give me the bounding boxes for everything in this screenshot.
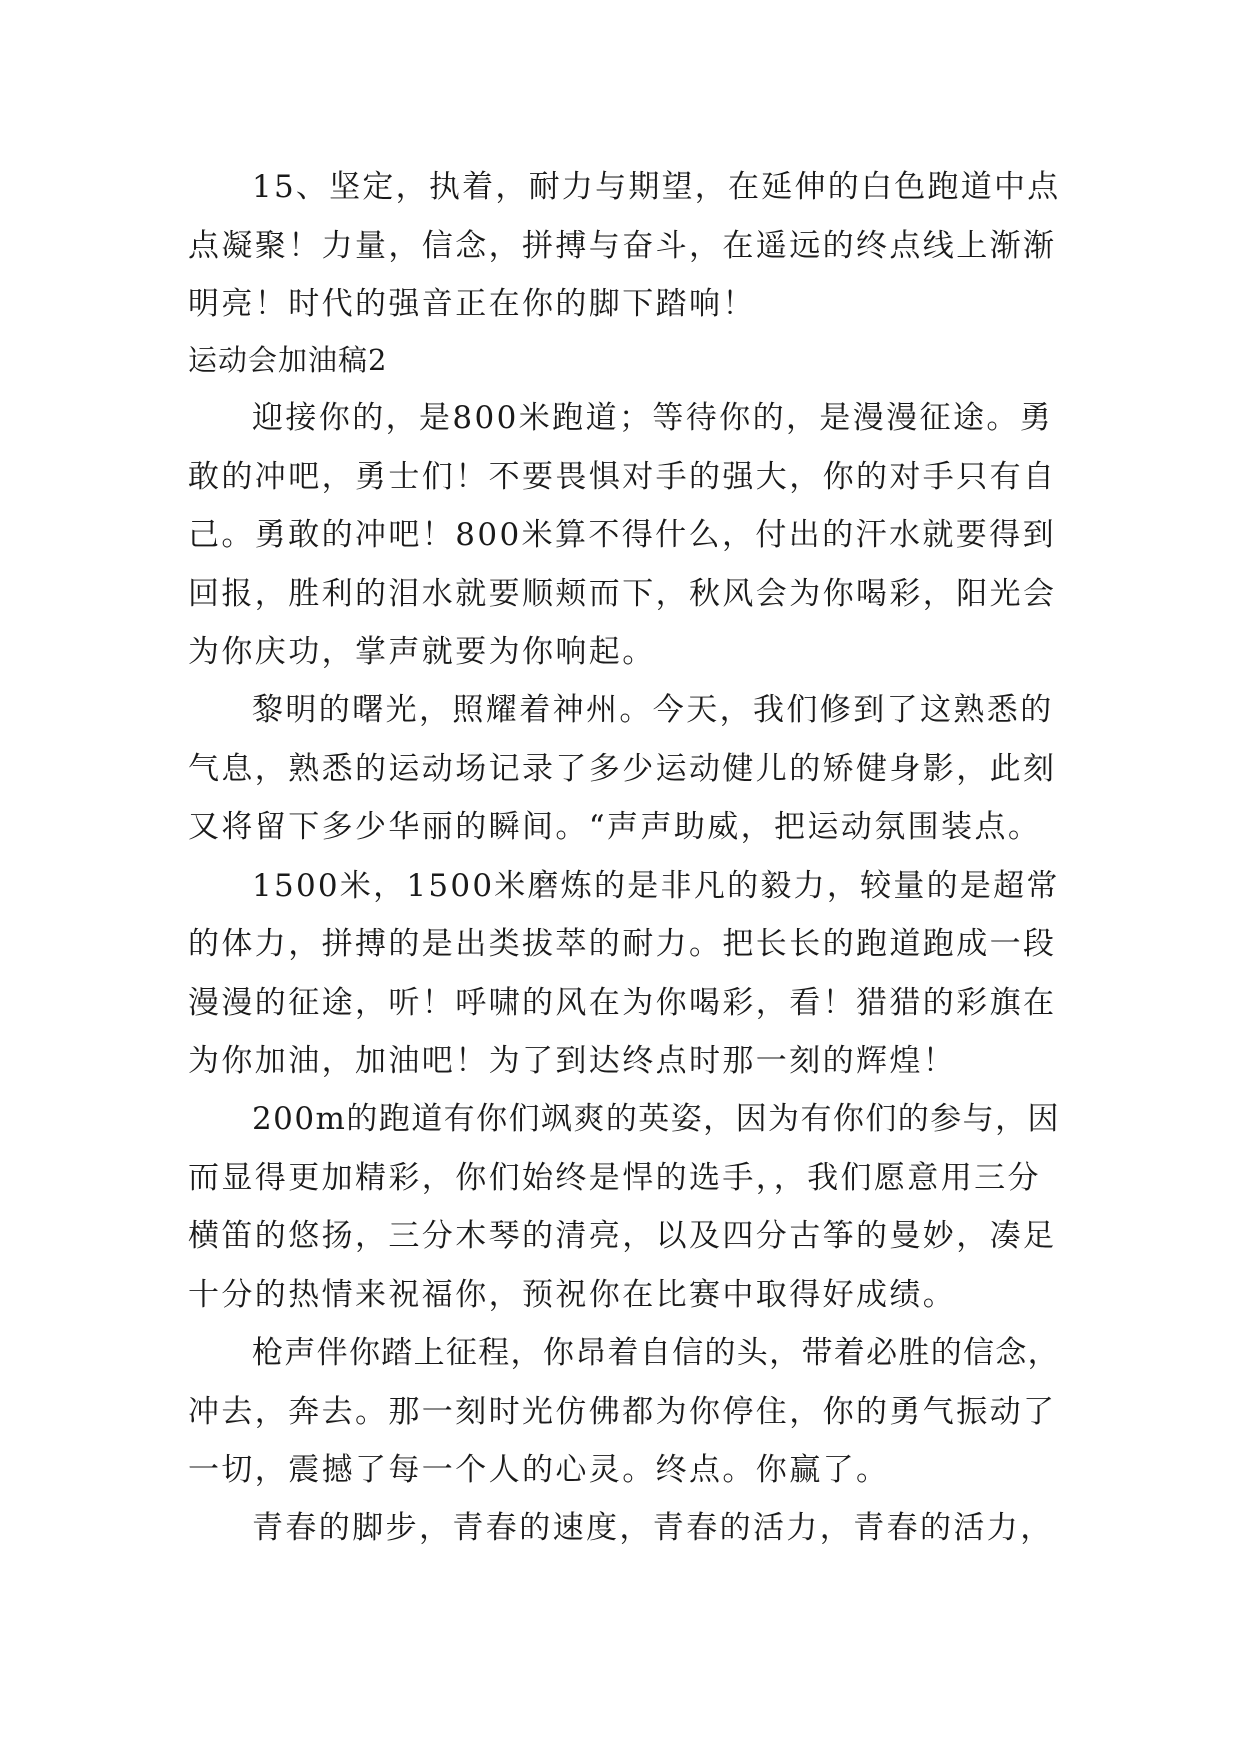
paragraph-line: 的体力，拼搏的是出类拔萃的耐力。把长长的跑道跑成一段 [188, 926, 1057, 962]
paragraph-line: 青春的脚步，青春的速度，青春的活力，青春的活力， [252, 1510, 1054, 1546]
paragraph-line: 迎接你的，是800米跑道；等待你的，是漫漫征途。勇 [252, 400, 1054, 436]
paragraph-line: 而显得更加精彩，你们始终是悍的选手，，我们愿意用三分 [188, 1160, 1041, 1196]
paragraph-line: 一切，震撼了每一个人的心灵。终点。你赢了。 [188, 1452, 890, 1488]
paragraph-line: 为你庆功，掌声就要为你响起。 [188, 634, 656, 670]
paragraph-line: 15、坚定，执着，耐力与期望，在延伸的白色跑道中点 [252, 169, 1061, 205]
paragraph-line: 点凝聚！力量，信念，拼搏与奋斗，在遥远的终点线上渐渐 [188, 228, 1057, 264]
paragraph-line: 1500米，1500米磨炼的是非凡的毅力，较量的是超常 [252, 868, 1060, 904]
paragraph-line: 气息，熟悉的运动场记录了多少运动健儿的矫健身影，此刻 [188, 751, 1057, 787]
paragraph-line: 为你加油，加油吧！为了到达终点时那一刻的辉煌！ [188, 1043, 957, 1079]
paragraph-line: 漫漫的征途，听！呼啸的风在为你喝彩，看！猎猎的彩旗在 [188, 985, 1057, 1021]
paragraph-line: 明亮！时代的强音正在你的脚下踏响！ [188, 286, 756, 322]
paragraph-line: 黎明的曙光，照耀着神州。今天，我们修到了这熟悉的 [252, 692, 1054, 728]
paragraph-line: 十分的热情来祝福你，预祝你在比赛中取得好成绩。 [188, 1277, 957, 1313]
paragraph-line: 敢的冲吧，勇士们！不要畏惧对手的强大，你的对手只有自 [188, 459, 1057, 495]
paragraph-line: 回报，胜利的泪水就要顺颊而下，秋风会为你喝彩，阳光会 [188, 576, 1057, 612]
paragraph-line: 又将留下多少华丽的瞬间。“声声助威，把运动氛围装点。 [188, 809, 1042, 845]
paragraph-line: 枪声伴你踏上征程，你昂着自信的头，带着必胜的信念， [252, 1335, 1060, 1371]
paragraph-line: 200m的跑道有你们飒爽的英姿，因为有你们的参与，因 [252, 1101, 1060, 1137]
paragraph-line: 己。勇敢的冲吧！800米算不得什么，付出的汗水就要得到 [188, 517, 1056, 553]
paragraph-line: 横笛的悠扬，三分木琴的清亮，以及四分古筝的曼妙，凑足 [188, 1218, 1057, 1254]
paragraph-line: 冲去，奔去。那一刻时光仿佛都为你停住，你的勇气振动了 [188, 1394, 1057, 1430]
section-heading: 运动会加油稿2 [188, 343, 388, 377]
